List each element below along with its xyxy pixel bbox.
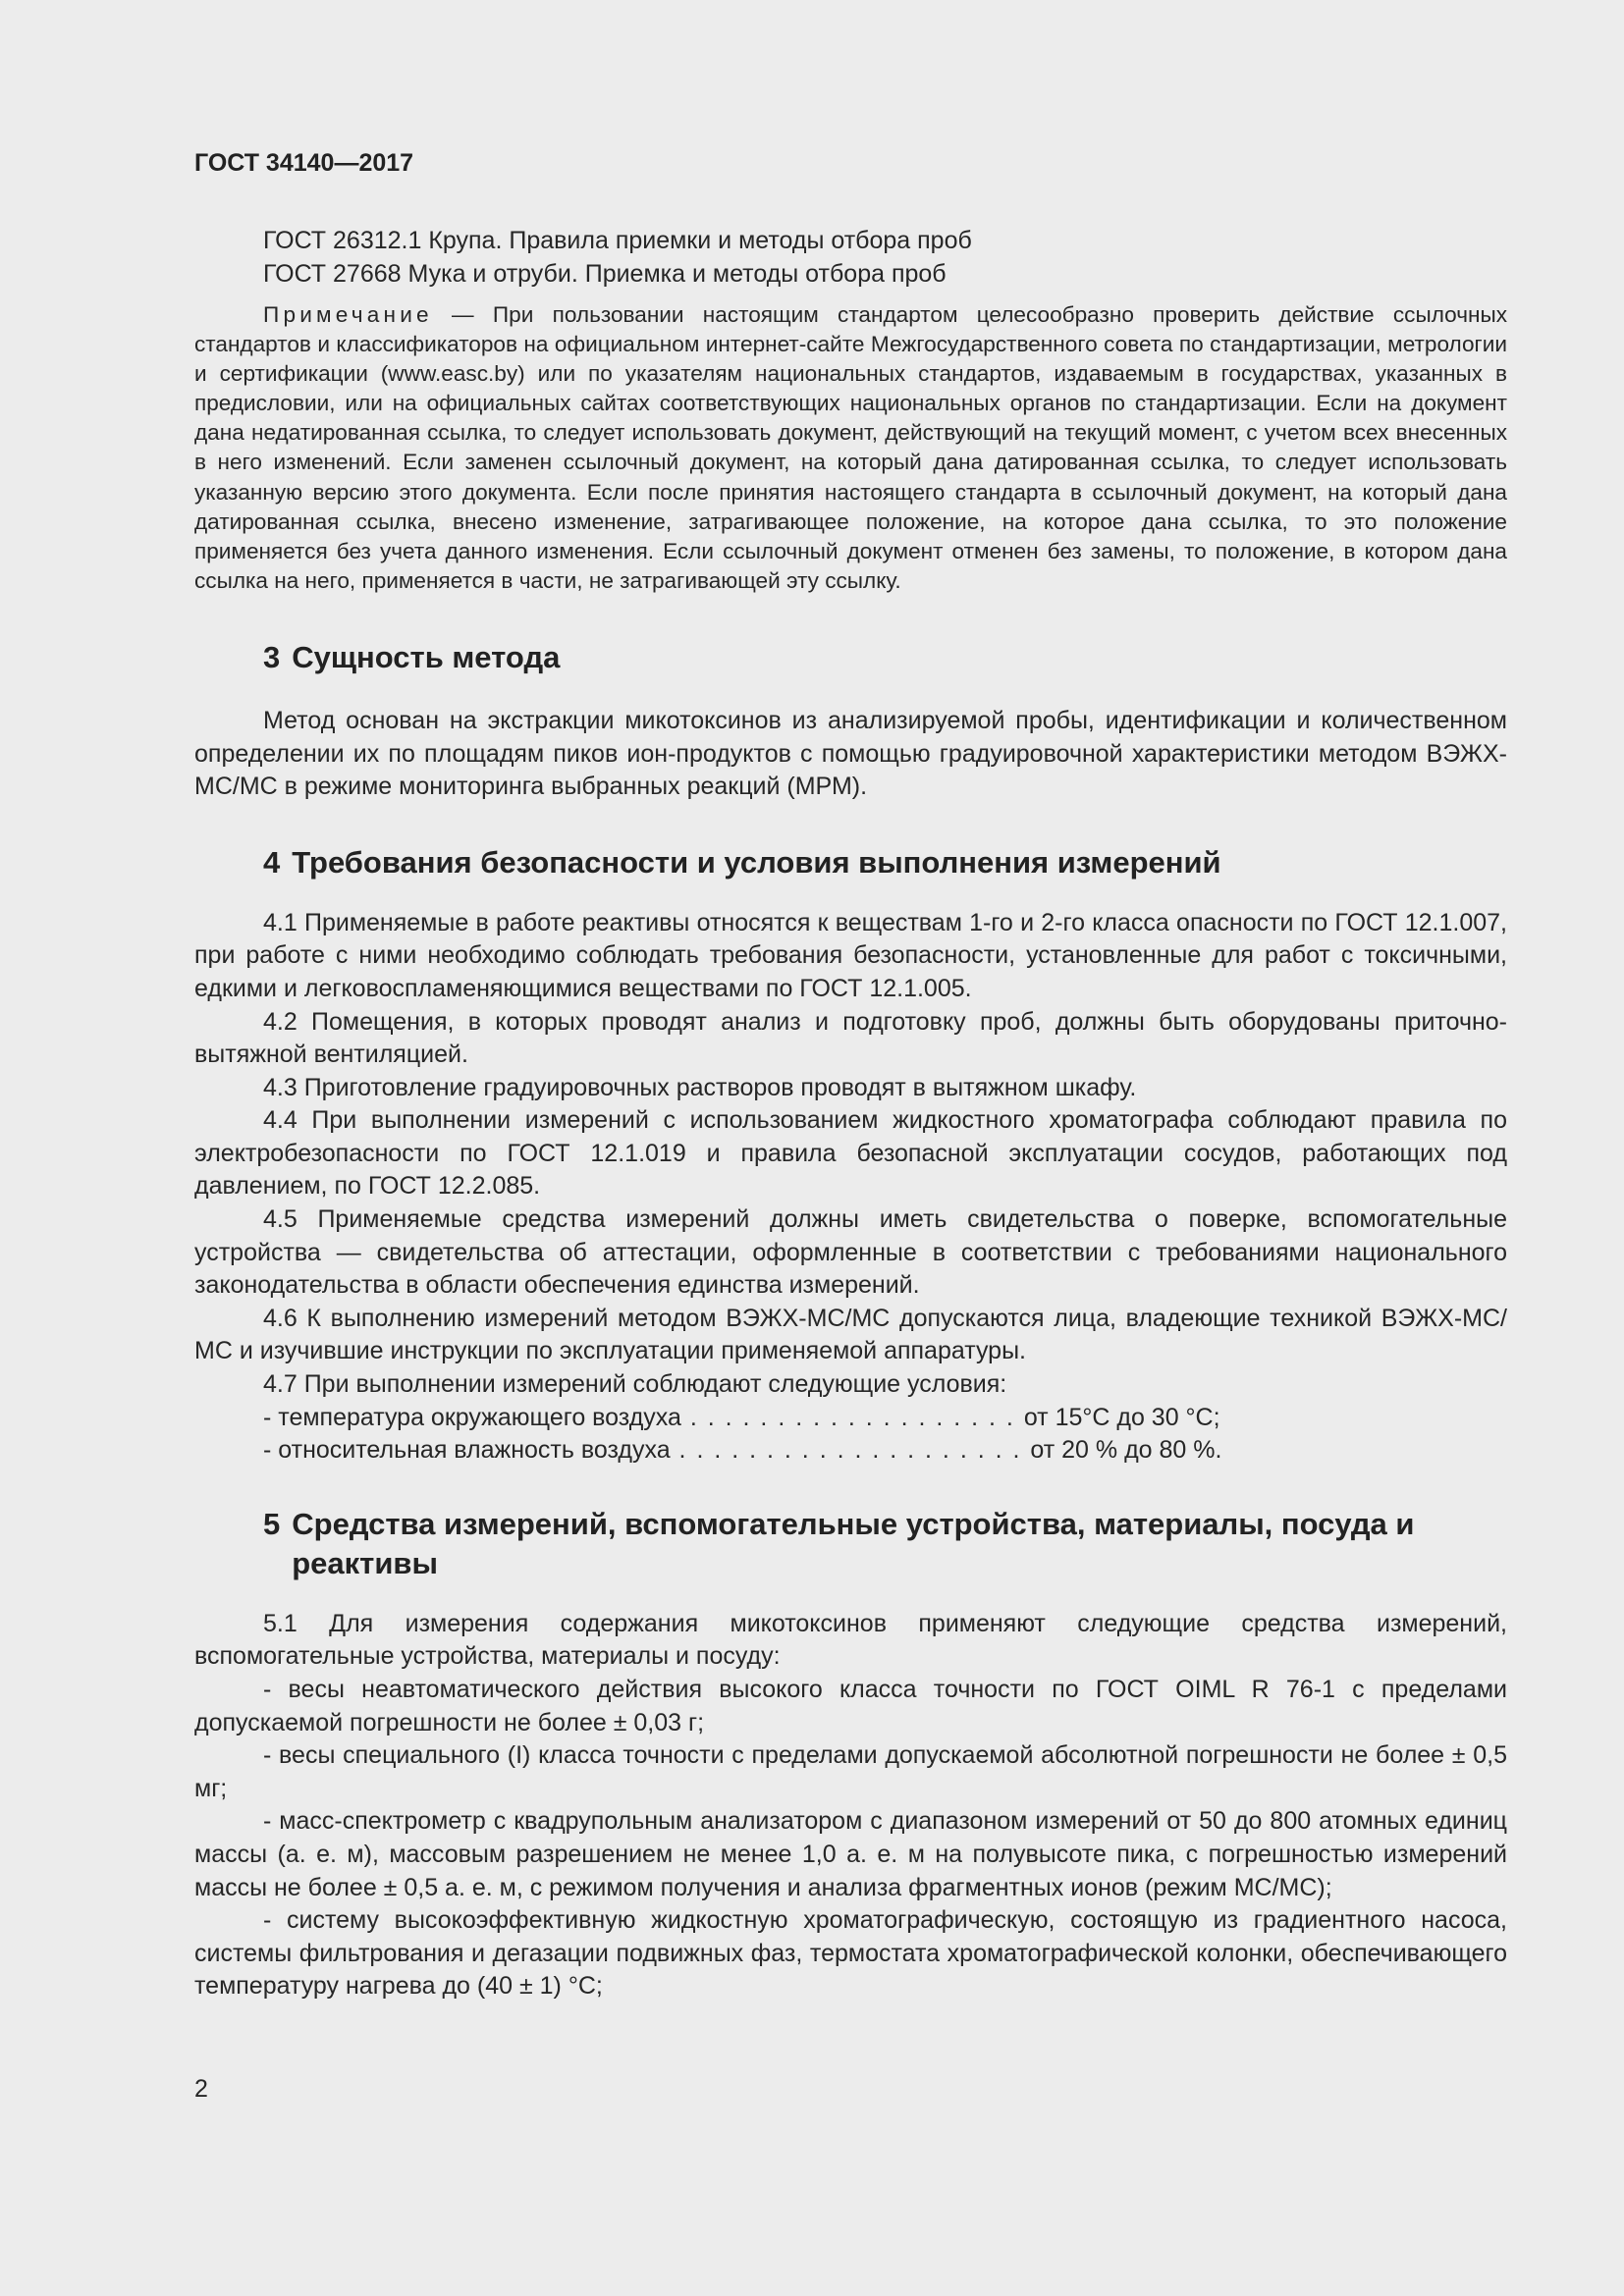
condition-temperature-leader: . . . . . . . . . . . . . . . . . . . [680,1403,1024,1431]
condition-humidity-label: - относительная влажность воздуха [263,1436,671,1465]
paragraph-4-2: 4.2 Помещения, в которых проводят анализ и подготовку проб, должны быть оборудованы приточно-вытяжной вентиляцией. [194,1007,1507,1069]
condition-humidity-leader: . . . . . . . . . . . . . . . . . . . . [670,1436,1031,1465]
note-paragraph [194,300,1507,596]
document-header: ГОСТ 34140—2017 [194,149,414,177]
list-item-scales-special-class: - весы специального (I) класса точности с пределами допускаемой абсолютной погрешности не более ± 0,5 мг; [194,1741,1507,1802]
condition-humidity-value: от 20 % до 80 %. [1030,1436,1222,1465]
section-4-heading [194,843,1507,882]
section-5-title: Средства измерений, вспомогательные устройства, материалы, посуда и реактивы [292,1506,1415,1580]
paragraph-4-1: 4.1 Применяемые в работе реактивы относятся к веществам 1-го и 2-го класса опасности по ГОСТ 12.1.007, при работе с ними необходимо соблюдать требования безопасности, установленные для работ с токсичными, едкими и легковоспламеняющимися веществами по ГОСТ 12.1.005. [194,908,1507,1002]
section-3-text: Метод основан на экстракции микотоксинов из анализируемой пробы, идентификации и количественном определении их по площадям пиков ион-продуктов с помощью градуировочной характеристики методом ВЭЖХ-МС/МС в режиме мониторинга выбранных реакций (МРМ). [194,706,1507,801]
condition-temperature-value: от 15°C до 30 °C; [1023,1403,1220,1431]
paragraph-4-5: 4.5 Применяемые средства измерений должны иметь свидетельства о поверке, вспомогательные устройства — свидетельства об аттестации, оформленные в соответствии с требованиями национального законодательства в области обеспечения единства измерений. [194,1205,1507,1300]
section-3-title: Сущность метода [292,639,561,674]
condition-temperature [194,1402,1507,1435]
section-4-number: 4 [263,844,281,880]
condition-temperature-label: - температура окружающего воздуха [263,1403,681,1431]
condition-humidity [194,1434,1507,1468]
section-4-title: Требования безопасности и условия выполнения измерений [292,844,1221,880]
paragraph-4-7: 4.7 При выполнении измерений соблюдают следующие условия: [263,1370,1007,1399]
reference-gost-26312-1: ГОСТ 26312.1 Крупа. Правила приемки и методы отбора проб [263,227,972,254]
paragraph-4-4: 4.4 При выполнении измерений с использованием жидкостного хроматографа соблюдают правила по электробезопасности по ГОСТ 12.1.019 и правила безопасной эксплуатации сосудов, работающих под давлением, по ГОСТ 12.2.085. [194,1106,1507,1201]
section-5-body [194,1608,1507,2003]
list-item-hplc-system: - систему высокоэффективную жидкостную хроматографическую, состоящую из градиентного насоса, системы фильтрования и дегазации подвижных фаз, термостата хроматографической колонки, обеспечивающего температуру нагрева до (40 ± 1) °C; [194,1906,1507,2001]
section-3-number: 3 [263,639,281,674]
page-content [194,224,1507,2003]
paragraph-4-3: 4.3 Приготовление градуировочных растворов проводят в вытяжном шкафу. [263,1073,1137,1101]
section-5-heading [194,1505,1507,1583]
section-5-number: 5 [263,1506,281,1541]
note-text: — При пользовании настоящим стандартом целесообразно проверить действие ссылочных стандартов и классификаторов на официальном интернет-сайте Межгосударственного совета по стандартизации, метрологии и сертификации (www.easc.by) или по указателям национальных стандартов, издаваемым в государствах, указанных в предисловии, или на официальных сайтах соответствующих национальных органов по стандартизации. Если на документ дана недатированная ссылка, то следует использовать документ, действующий на текущий момент, с учетом всех внесенных в него изменений. Если заменен ссылочный документ, на который дана датированная ссылка, то следует использовать указанную версию этого документа. Если после принятия настоящего стандарта в ссылочный документ, на который дана датированная ссылка, внесено изменение, затрагивающее положение, на которое дана ссылка, то это положение применяется без учета данного изменения. Если ссылочный документ отменен без замены, то положение, в котором дана ссылка на него, применяется в части, не затрагивающей эту ссылку. [194,302,1507,593]
note-label: Примечание [263,302,433,327]
page-number: 2 [194,2075,208,2103]
section-3-heading [194,638,1507,677]
reference-gost-27668: ГОСТ 27668 Мука и отруби. Приемка и методы отбора проб [263,260,947,288]
paragraph-5-1: 5.1 Для измерения содержания микотоксинов применяют следующие средства измерений, вспомогательные устройства, материалы и посуду: [194,1609,1507,1671]
list-item-scales-high-class: - весы неавтоматического действия высокого класса точности по ГОСТ OIML R 76-1 с пределами допускаемой погрешности не более ± 0,03 г; [194,1676,1507,1736]
paragraph-4-6: 4.6 К выполнению измерений методом ВЭЖХ-МС/МС допускаются лица, владеющие техникой ВЭЖХ-МС/МС и изучившие инструкции по эксплуатации применяемой аппаратуры. [194,1304,1507,1365]
list-item-mass-spectrometer: - масс-спектрометр с квадрупольным анализатором с диапазоном измерений от 50 до 800 атомных единиц массы (а. е. м), массовым разрешением не менее 1,0 а. е. м на полувысоте пика, с погрешностью измерений массы не более ± 0,5 а. е. м, с режимом получения и анализа фрагментных ионов (режим МС/МС); [194,1807,1507,1901]
section-4-body [194,907,1507,1468]
